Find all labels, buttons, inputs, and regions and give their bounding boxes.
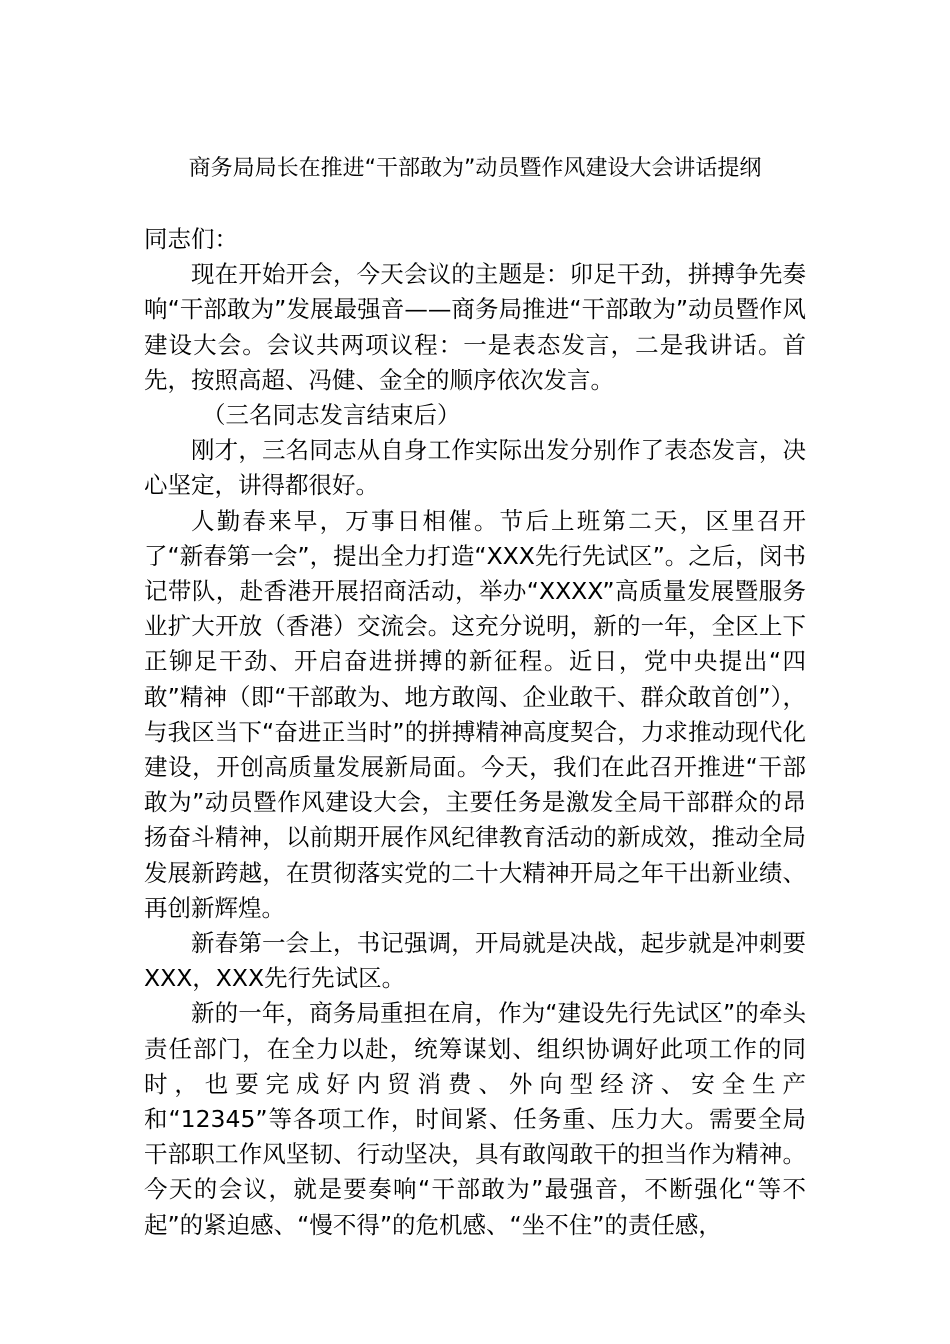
salutation: 同志们：: [144, 225, 238, 253]
document-title: 商务局局长在推进“干部敢为”动员暨作风建设大会讲话提纲: [188, 156, 762, 181]
paragraph-emphasis: 新春第一会上，书记强调，开局就是决战，起步就是冲刺要XXX，XXX先行先试区。: [144, 929, 806, 993]
document-body: [144, 222, 806, 1243]
paragraph-opening: 现在开始开会，今天会议的主题是：卯足干劲，拼搏争先奏响“干部敢为”发展最强音——商务局推进“干部敢为”动员暨作风建设大会。会议共两项议程：一是表态发言，二是我讲话。首先，按照高超、冯健、金全的顺序依次发言。: [144, 260, 806, 394]
paragraph-background: 人勤春来早，万事日相催。节后上班第二天，区里召开了“新春第一会”，提出全力打造“XXX先行先试区”。之后，闵书记带队，赴香港开展招商活动，举办“XXXX”高质量发展暨服务业扩大开放（香港）交流会。这充分说明，新的一年，全区上下正铆足干劲、开启奋进拼搏的新征程。近日，党中央提出“四敢”精神（即“干部敢为、地方敢闯、企业敢干、群众敢首创”），与我区当下“奋进正当时”的拼搏精神高度契合，力求推动现代化建设，开创高质量发展新局面。今天，我们在此召开推进“干部敢为”动员暨作风建设大会，主要任务是激发全局干部群众的昂扬奋斗精神，以前期开展作风纪律教育活动的新成效，推动全局发展新跨越，在贯彻落实党的二十大精神开局之年干出新业绩、再创新辉煌。: [144, 506, 806, 922]
paragraph-remarks: 刚才，三名同志从自身工作实际出发分别作了表态发言，决心坚定，讲得都很好。: [144, 436, 806, 500]
paragraph-stage-note: （三名同志发言结束后）: [202, 401, 461, 430]
paragraph-tasks: 新的一年，商务局重担在肩，作为“建设先行先试区”的牵头责任部门，在全力以赴，统筹谋划、组织协调好此项工作的同时，也要完成好内贸消费、外向型经济、安全生产和“12345”等各项工作，时间紧、任务重、压力大。需要全局干部职工作风坚韧、行动坚决，具有敢闯敢干的担当作为精神。今天的会议，就是要奏响“干部敢为”最强音，不断强化“等不起”的紧迫感、“慢不得”的危机感、“坐不住”的责任感，: [144, 999, 806, 1239]
